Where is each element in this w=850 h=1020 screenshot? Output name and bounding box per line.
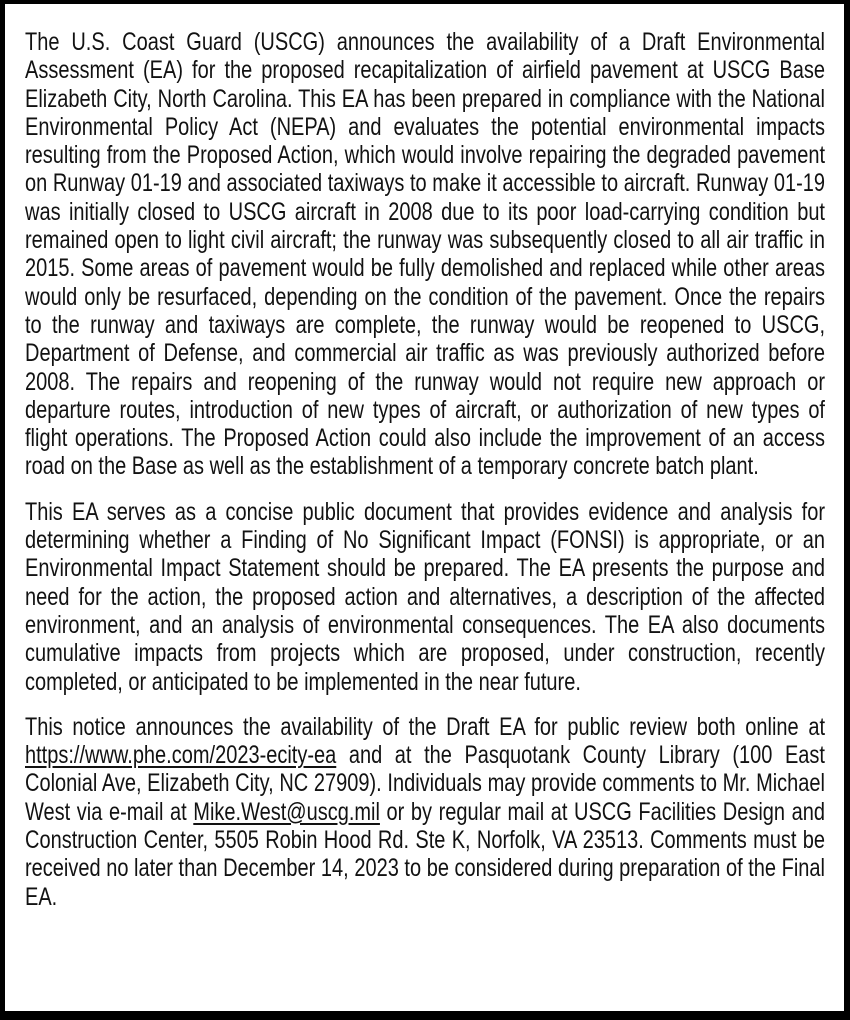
paragraph-3-text-after-email: or by regular mail at USCG Facilities Design and Construction Center, 5505 Robin Hood Rd. Ste K, Norfolk, VA 23513. Comments must be received no later than December 14, 2023 to be considered during preparation of the Final EA. bbox=[25, 797, 826, 911]
notice-paragraph-2 bbox=[25, 498, 825, 696]
draft-ea-url-link[interactable]: https://www.phe.com/2023-ecity-ea bbox=[25, 741, 337, 770]
paragraph-2-text: This EA serves as a concise public document that provides evidence and analysis for determining whether a Finding of No Significant Impact (FONSI) is appropriate, or an Environmental Impact Statement should be prepared. The EA presents the purpose and need for the action, the proposed action and alternatives, a description of the affected environment, and an analysis of environmental consequences. The EA also documents cumulative impacts from projects which are proposed, under construction, recently completed, or anticipated to be implemented in the near future. bbox=[25, 497, 825, 696]
paragraph-3-text-between-links: and at the Pasquotank County Library (100 East Colonial Ave, Elizabeth City, NC 27909). Individuals may provide comments to Mr. Michael West via e-mail at bbox=[25, 741, 825, 826]
public-notice-document bbox=[5, 4, 844, 1011]
notice-paragraph-3 bbox=[25, 713, 825, 911]
notice-paragraph-1 bbox=[25, 28, 825, 481]
paragraph-3-text-before-url: This notice announces the availability of the Draft EA for public review both online at bbox=[25, 712, 825, 741]
notice-text-block bbox=[25, 28, 825, 911]
paragraph-1-text: The U.S. Coast Guard (USCG) announces the availability of a Draft Environmental Assessment (EA) for the proposed recapitalization of airfield pavement at USCG Base Elizabeth City, North Carolina. This EA has been prepared in compliance with the National Environmental Policy Act (NEPA) and evaluates the potential environmental impacts resulting from the Proposed Action, which would involve repairing the degraded pavement on Runway 01-19 and associated taxiways to make it accessible to aircraft. Runway 01-19 was initially closed to USCG aircraft in 2008 due to its poor load-carrying condition but remained open to light civil aircraft; the runway was subsequently closed to all air traffic in 2015. Some areas of pavement would be fully demolished and replaced while other areas would only be resurfaced, depending on the condition of the pavement. Once the repairs to the runway and taxiways are complete, the runway would be reopened to USCG, Department of Defense, and commercial air traffic as was previously authorized before 2008. The repairs and reopening of the runway would not require new approach or departure routes, introduction of new types of aircraft, or authorization of new types of flight operations. The Proposed Action could also include the improvement of an access road on the Base as well as the establishment of a temporary concrete batch plant. bbox=[25, 28, 825, 481]
contact-email-link[interactable]: Mike.West@uscg.mil bbox=[193, 797, 380, 826]
